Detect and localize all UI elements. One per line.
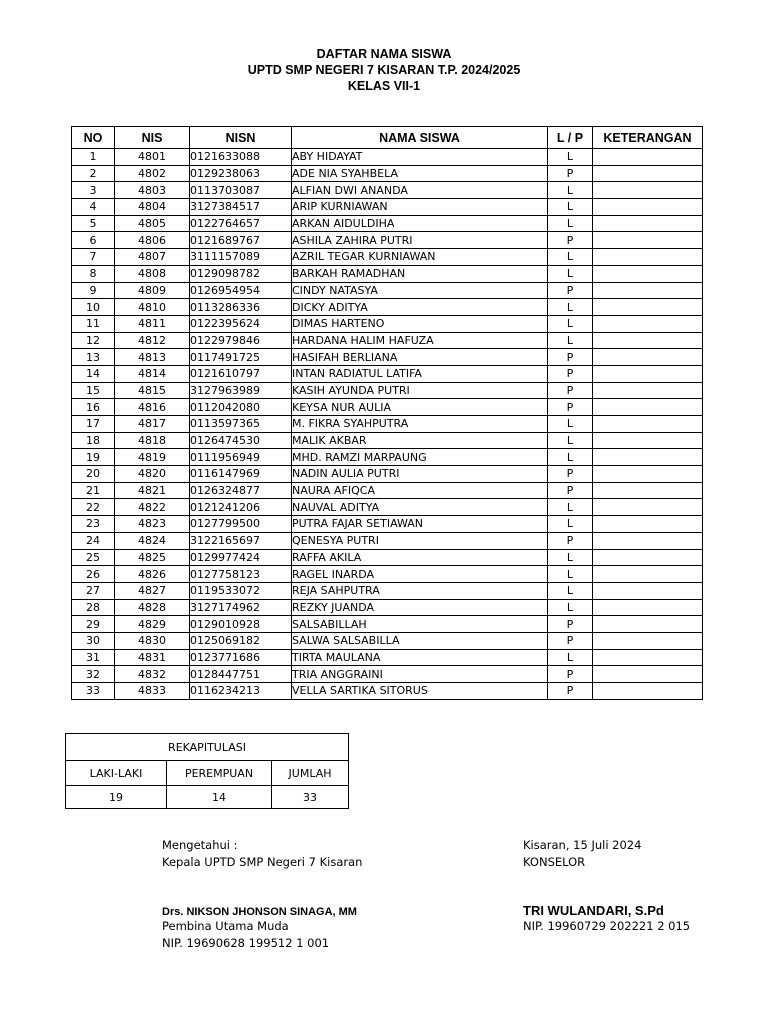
cell-nisn: 0129098782 xyxy=(190,265,292,282)
cell-keterangan xyxy=(593,165,703,182)
sign-role: KONSELOR xyxy=(523,855,586,869)
cell-lp: L xyxy=(548,599,593,616)
cell-lp: P xyxy=(548,532,593,549)
cell-nama: QENESYA PUTRI xyxy=(292,532,548,549)
header-keterangan: KETERANGAN xyxy=(593,127,703,149)
cell-nis: 4817 xyxy=(115,416,190,433)
cell-keterangan xyxy=(593,299,703,316)
counselor-name: TRI WULANDARI, S.Pd xyxy=(523,903,664,918)
cell-no: 9 xyxy=(72,282,115,299)
cell-no: 4 xyxy=(72,199,115,216)
table-row xyxy=(72,332,703,349)
cell-keterangan xyxy=(593,616,703,633)
cell-nis: 4816 xyxy=(115,399,190,416)
header-no: NO xyxy=(72,127,115,149)
table-row xyxy=(72,232,703,249)
cell-nis: 4814 xyxy=(115,365,190,382)
cell-nisn: 0127799500 xyxy=(190,516,292,533)
cell-no: 28 xyxy=(72,599,115,616)
cell-lp: P xyxy=(548,365,593,382)
cell-nis: 4830 xyxy=(115,632,190,649)
cell-nisn: 0111956949 xyxy=(190,449,292,466)
document-title: DAFTAR NAMA SISWA xyxy=(316,47,452,61)
cell-nisn: 0116234213 xyxy=(190,683,292,700)
cell-nis: 4804 xyxy=(115,199,190,216)
cell-nisn: 0126324877 xyxy=(190,482,292,499)
table-row xyxy=(72,632,703,649)
cell-nama: ARKAN AIDULDIHA xyxy=(292,215,548,232)
table-row xyxy=(72,299,703,316)
cell-keterangan xyxy=(593,599,703,616)
cell-nama: ADE NIA SYAHBELA xyxy=(292,165,548,182)
cell-lp: L xyxy=(548,416,593,433)
cell-lp: P xyxy=(548,382,593,399)
recap-header-male: LAKI-LAKI xyxy=(66,761,167,786)
table-row xyxy=(72,282,703,299)
cell-nama: BARKAH RAMADHAN xyxy=(292,265,548,282)
cell-nama: SALSABILLAH xyxy=(292,616,548,633)
cell-nis: 4832 xyxy=(115,666,190,683)
cell-nis: 4806 xyxy=(115,232,190,249)
cell-lp: L xyxy=(548,649,593,666)
cell-keterangan xyxy=(593,382,703,399)
header-nis: NIS xyxy=(115,127,190,149)
cell-keterangan xyxy=(593,482,703,499)
cell-nama: NAURA AFIQCA xyxy=(292,482,548,499)
table-row xyxy=(72,649,703,666)
cell-no: 14 xyxy=(72,365,115,382)
cell-nisn: 3111157089 xyxy=(190,249,292,266)
cell-lp: P xyxy=(548,466,593,483)
cell-no: 6 xyxy=(72,232,115,249)
cell-no: 2 xyxy=(72,165,115,182)
table-header-row xyxy=(72,127,703,149)
cell-nisn: 0121633088 xyxy=(190,149,292,166)
cell-nisn: 0126474530 xyxy=(190,432,292,449)
cell-keterangan xyxy=(593,215,703,232)
cell-nama: M. FIKRA SYAHPUTRA xyxy=(292,416,548,433)
cell-lp: L xyxy=(548,549,593,566)
cell-nisn: 3127963989 xyxy=(190,382,292,399)
cell-no: 3 xyxy=(72,182,115,199)
sign-place-date: Kisaran, 15 Juli 2024 xyxy=(523,838,642,852)
cell-lp: L xyxy=(548,249,593,266)
cell-lp: P xyxy=(548,232,593,249)
recap-value-male: 19 xyxy=(66,786,167,809)
cell-keterangan xyxy=(593,532,703,549)
cell-nama: ASHILA ZAHIRA PUTRI xyxy=(292,232,548,249)
cell-keterangan xyxy=(593,282,703,299)
table-row xyxy=(72,516,703,533)
cell-nis: 4821 xyxy=(115,482,190,499)
cell-nisn: 0112042080 xyxy=(190,399,292,416)
cell-nama: MHD. RAMZI MARPAUNG xyxy=(292,449,548,466)
table-row xyxy=(72,182,703,199)
cell-lp: L xyxy=(548,265,593,282)
cell-nama: KASIH AYUNDA PUTRI xyxy=(292,382,548,399)
cell-nama: HARDANA HALIM HAFUZA xyxy=(292,332,548,349)
class-title: KELAS VII-1 xyxy=(347,79,421,93)
cell-nama: PUTRA FAJAR SETIAWAN xyxy=(292,516,548,533)
cell-nisn: 0121241206 xyxy=(190,499,292,516)
cell-nis: 4801 xyxy=(115,149,190,166)
cell-keterangan xyxy=(593,416,703,433)
cell-nis: 4810 xyxy=(115,299,190,316)
cell-lp: L xyxy=(548,299,593,316)
cell-keterangan xyxy=(593,265,703,282)
cell-no: 21 xyxy=(72,482,115,499)
cell-nis: 4833 xyxy=(115,683,190,700)
cell-nis: 4815 xyxy=(115,382,190,399)
cell-nisn: 0122395624 xyxy=(190,315,292,332)
cell-nama: TRIA ANGGRAINI xyxy=(292,666,548,683)
cell-nisn: 3127174962 xyxy=(190,599,292,616)
cell-keterangan xyxy=(593,199,703,216)
cell-no: 32 xyxy=(72,666,115,683)
cell-nama: SALWA SALSABILLA xyxy=(292,632,548,649)
recap-header-female: PEREMPUAN xyxy=(167,761,272,786)
cell-no: 7 xyxy=(72,249,115,266)
cell-nama: TIRTA MAULANA xyxy=(292,649,548,666)
cell-nis: 4822 xyxy=(115,499,190,516)
cell-nis: 4811 xyxy=(115,315,190,332)
cell-no: 30 xyxy=(72,632,115,649)
cell-nis: 4820 xyxy=(115,466,190,483)
cell-keterangan xyxy=(593,649,703,666)
cell-no: 8 xyxy=(72,265,115,282)
cell-nis: 4805 xyxy=(115,215,190,232)
cell-no: 11 xyxy=(72,315,115,332)
cell-keterangan xyxy=(593,632,703,649)
cell-nisn: 0127758123 xyxy=(190,566,292,583)
cell-no: 24 xyxy=(72,532,115,549)
cell-lp: L xyxy=(548,149,593,166)
cell-keterangan xyxy=(593,666,703,683)
cell-keterangan xyxy=(593,549,703,566)
recap-table xyxy=(65,733,349,809)
cell-no: 26 xyxy=(72,566,115,583)
school-title: UPTD SMP NEGERI 7 KISARAN T.P. 2024/2025 xyxy=(247,63,521,77)
cell-nisn: 0113286336 xyxy=(190,299,292,316)
cell-nis: 4809 xyxy=(115,282,190,299)
cell-nama: DIMAS HARTENO xyxy=(292,315,548,332)
cell-nama: HASIFAH BERLIANA xyxy=(292,349,548,366)
principal-rank: Pembina Utama Muda xyxy=(162,919,289,933)
cell-nisn: 0113703087 xyxy=(190,182,292,199)
cell-nama: REZKY JUANDA xyxy=(292,599,548,616)
cell-lp: L xyxy=(548,432,593,449)
cell-keterangan xyxy=(593,449,703,466)
cell-nis: 4818 xyxy=(115,432,190,449)
student-table xyxy=(71,126,703,700)
cell-lp: P xyxy=(548,616,593,633)
cell-nama: AZRIL TEGAR KURNIAWAN xyxy=(292,249,548,266)
cell-lp: L xyxy=(548,199,593,216)
table-row xyxy=(72,249,703,266)
cell-lp: L xyxy=(548,499,593,516)
cell-no: 25 xyxy=(72,549,115,566)
cell-keterangan xyxy=(593,432,703,449)
cell-nis: 4827 xyxy=(115,582,190,599)
table-row xyxy=(72,315,703,332)
table-body xyxy=(72,149,703,700)
cell-nama: ALFIAN DWI ANANDA xyxy=(292,182,548,199)
cell-nisn: 0119533072 xyxy=(190,582,292,599)
cell-keterangan xyxy=(593,466,703,483)
cell-nisn: 0129238063 xyxy=(190,165,292,182)
cell-lp: L xyxy=(548,566,593,583)
cell-nis: 4831 xyxy=(115,649,190,666)
cell-keterangan xyxy=(593,232,703,249)
cell-keterangan xyxy=(593,249,703,266)
cell-no: 33 xyxy=(72,683,115,700)
cell-lp: P xyxy=(548,399,593,416)
cell-nis: 4826 xyxy=(115,566,190,583)
cell-keterangan xyxy=(593,349,703,366)
cell-lp: P xyxy=(548,349,593,366)
header-nisn: NISN xyxy=(190,127,292,149)
cell-nisn: 0117491725 xyxy=(190,349,292,366)
cell-keterangan xyxy=(593,365,703,382)
table-row xyxy=(72,532,703,549)
cell-keterangan xyxy=(593,182,703,199)
cell-no: 18 xyxy=(72,432,115,449)
cell-nama: RAGEL INARDA xyxy=(292,566,548,583)
cell-nis: 4808 xyxy=(115,265,190,282)
cell-nisn: 0116147969 xyxy=(190,466,292,483)
cell-nisn: 0121689767 xyxy=(190,232,292,249)
table-row xyxy=(72,199,703,216)
cell-lp: L xyxy=(548,215,593,232)
cell-keterangan xyxy=(593,582,703,599)
cell-keterangan xyxy=(593,315,703,332)
table-row xyxy=(72,466,703,483)
cell-nama: VELLA SARTIKA SITORUS xyxy=(292,683,548,700)
cell-nis: 4824 xyxy=(115,532,190,549)
cell-nis: 4807 xyxy=(115,249,190,266)
cell-lp: P xyxy=(548,666,593,683)
table-row xyxy=(72,666,703,683)
cell-nisn: 0129010928 xyxy=(190,616,292,633)
cell-lp: P xyxy=(548,482,593,499)
cell-no: 29 xyxy=(72,616,115,633)
table-row xyxy=(72,549,703,566)
table-row xyxy=(72,432,703,449)
table-row xyxy=(72,365,703,382)
cell-lp: L xyxy=(548,315,593,332)
cell-lp: L xyxy=(548,449,593,466)
recap-value-female: 14 xyxy=(167,786,272,809)
table-row xyxy=(72,566,703,583)
cell-nis: 4812 xyxy=(115,332,190,349)
cell-lp: P xyxy=(548,165,593,182)
table-row xyxy=(72,683,703,700)
recap-value-total: 33 xyxy=(272,786,349,809)
cell-lp: L xyxy=(548,516,593,533)
cell-nis: 4819 xyxy=(115,449,190,466)
cell-nama: MALIK AKBAR xyxy=(292,432,548,449)
cell-keterangan xyxy=(593,332,703,349)
table-row xyxy=(72,215,703,232)
table-row xyxy=(72,149,703,166)
table-row xyxy=(72,449,703,466)
cell-keterangan xyxy=(593,566,703,583)
cell-lp: P xyxy=(548,683,593,700)
cell-lp: L xyxy=(548,332,593,349)
cell-nis: 4829 xyxy=(115,616,190,633)
table-row xyxy=(72,616,703,633)
cell-lp: P xyxy=(548,632,593,649)
table-row xyxy=(72,349,703,366)
cell-nisn: 0128447751 xyxy=(190,666,292,683)
cell-nama: KEYSA NUR AULIA xyxy=(292,399,548,416)
cell-keterangan xyxy=(593,149,703,166)
cell-nama: DICKY ADITYA xyxy=(292,299,548,316)
table-row xyxy=(72,165,703,182)
cell-nama: NAUVAL ADITYA xyxy=(292,499,548,516)
header-lp: L / P xyxy=(548,127,593,149)
cell-nis: 4825 xyxy=(115,549,190,566)
cell-nisn: 0122764657 xyxy=(190,215,292,232)
cell-nama: RAFFA AKILA xyxy=(292,549,548,566)
cell-no: 13 xyxy=(72,349,115,366)
table-row xyxy=(72,499,703,516)
table-row xyxy=(72,599,703,616)
cell-no: 23 xyxy=(72,516,115,533)
cell-no: 10 xyxy=(72,299,115,316)
cell-lp: L xyxy=(548,182,593,199)
cell-lp: P xyxy=(548,282,593,299)
cell-no: 27 xyxy=(72,582,115,599)
cell-nisn: 0121610797 xyxy=(190,365,292,382)
cell-no: 20 xyxy=(72,466,115,483)
table-row xyxy=(72,265,703,282)
cell-no: 31 xyxy=(72,649,115,666)
cell-nama: INTAN RADIATUL LATIFA xyxy=(292,365,548,382)
cell-no: 17 xyxy=(72,416,115,433)
cell-nama: REJA SAHPUTRA xyxy=(292,582,548,599)
table-row xyxy=(72,399,703,416)
cell-nisn: 0122979846 xyxy=(190,332,292,349)
principal-name: Drs. NIKSON JHONSON SINAGA, MM xyxy=(162,906,357,918)
cell-no: 5 xyxy=(72,215,115,232)
cell-nisn: 0129977424 xyxy=(190,549,292,566)
cell-no: 12 xyxy=(72,332,115,349)
recap-title: REKAPITULASI xyxy=(66,734,349,761)
cell-nis: 4803 xyxy=(115,182,190,199)
cell-nama: ARIP KURNIAWAN xyxy=(292,199,548,216)
table-row xyxy=(72,482,703,499)
cell-no: 15 xyxy=(72,382,115,399)
cell-nisn: 0125069182 xyxy=(190,632,292,649)
cell-keterangan xyxy=(593,683,703,700)
left-sign-line2: Kepala UPTD SMP Negeri 7 Kisaran xyxy=(162,855,363,869)
left-sign-line1: Mengetahui : xyxy=(162,838,238,852)
cell-no: 22 xyxy=(72,499,115,516)
table-row xyxy=(72,582,703,599)
recap-header-total: JUMLAH xyxy=(272,761,349,786)
cell-keterangan xyxy=(593,399,703,416)
cell-nis: 4828 xyxy=(115,599,190,616)
cell-nisn: 0123771686 xyxy=(190,649,292,666)
cell-nama: CINDY NATASYA xyxy=(292,282,548,299)
cell-nisn: 3127384517 xyxy=(190,199,292,216)
cell-nis: 4802 xyxy=(115,165,190,182)
cell-no: 1 xyxy=(72,149,115,166)
cell-nisn: 3122165697 xyxy=(190,532,292,549)
cell-no: 16 xyxy=(72,399,115,416)
cell-nis: 4823 xyxy=(115,516,190,533)
cell-nis: 4813 xyxy=(115,349,190,366)
cell-keterangan xyxy=(593,516,703,533)
cell-lp: L xyxy=(548,582,593,599)
cell-nisn: 0126954954 xyxy=(190,282,292,299)
principal-nip: NIP. 19690628 199512 1 001 xyxy=(162,936,330,950)
table-row xyxy=(72,382,703,399)
table-row xyxy=(72,416,703,433)
header-nama: NAMA SISWA xyxy=(292,127,548,149)
cell-no: 19 xyxy=(72,449,115,466)
cell-nisn: 0113597365 xyxy=(190,416,292,433)
cell-nama: ABY HIDAYAT xyxy=(292,149,548,166)
counselor-nip: NIP. 19960729 202221 2 015 xyxy=(523,919,691,933)
cell-keterangan xyxy=(593,499,703,516)
cell-nama: NADIN AULIA PUTRI xyxy=(292,466,548,483)
